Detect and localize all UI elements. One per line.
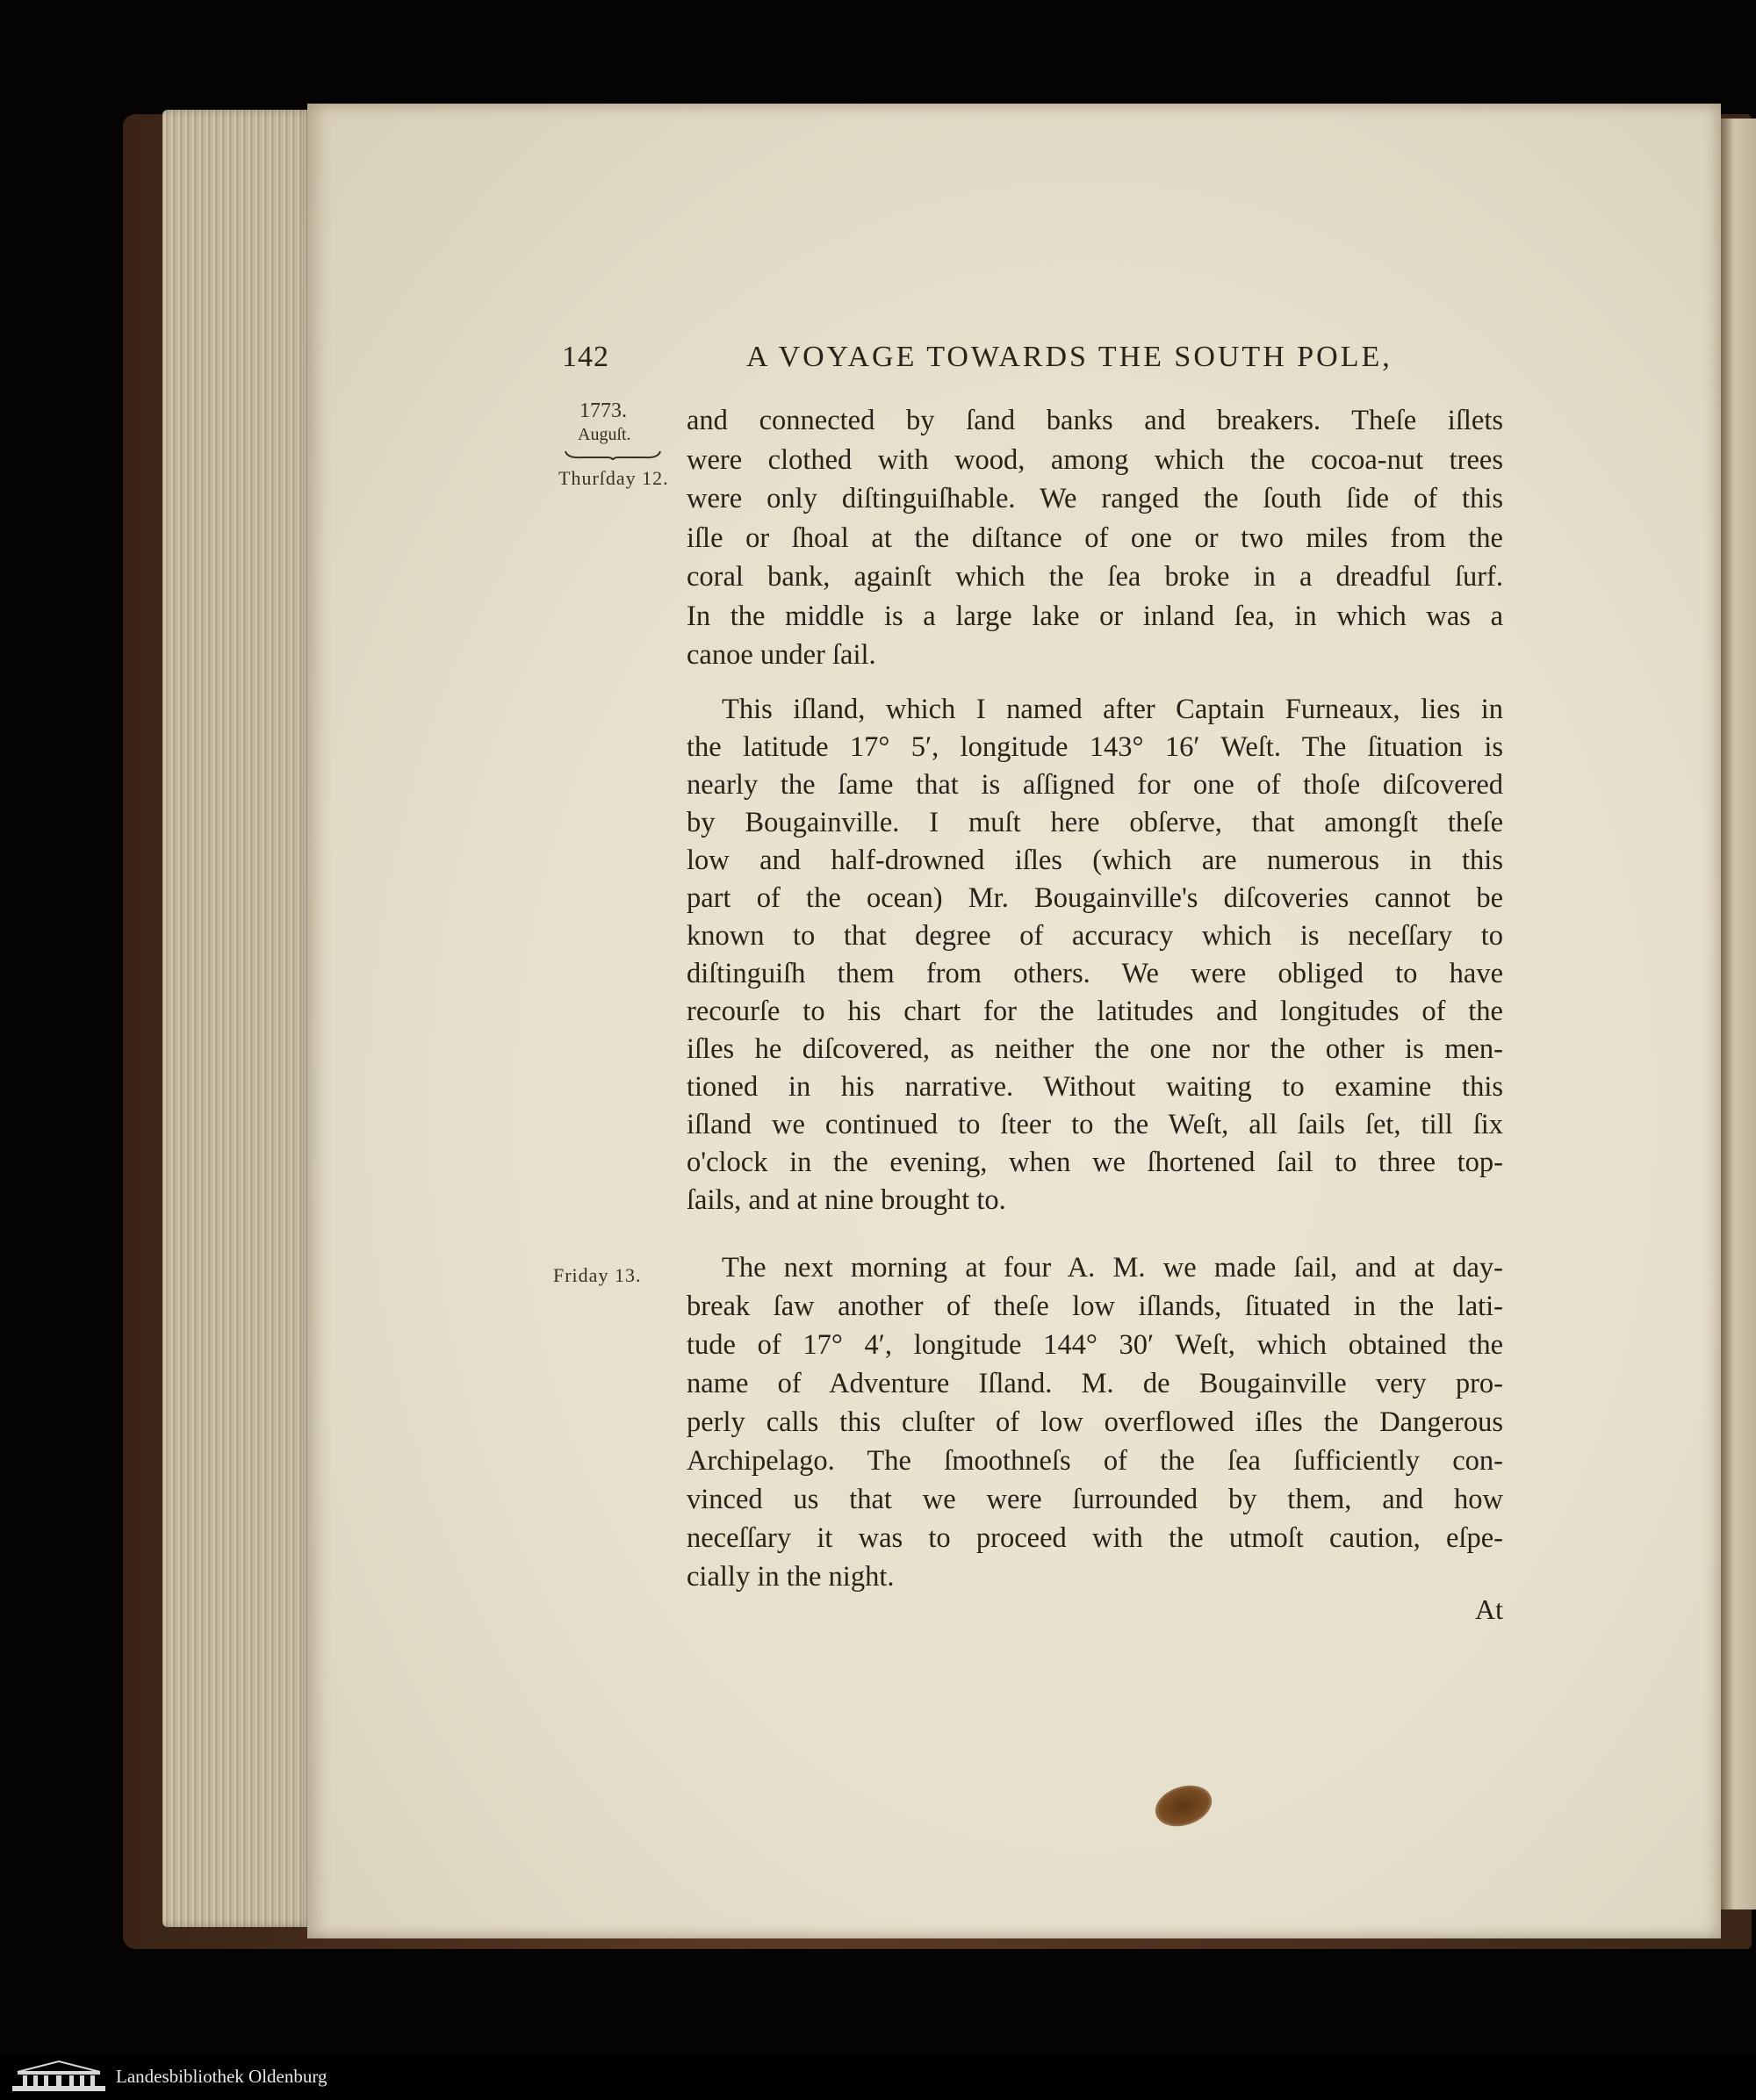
text-line: were only diſtinguiſhable. We ranged the ſouth ſide of this <box>687 483 1503 514</box>
text-line: and connected by ſand banks and breakers. Theſe iſlets <box>687 405 1503 436</box>
text-line: o'clock in the evening, when we ſhortened ſail to three top- <box>687 1147 1503 1178</box>
margin-month: Auguſt. <box>578 425 631 444</box>
paragraph-3 <box>687 1248 1503 1596</box>
text-line: This iſland, which I named after Captain Furneaux, lies in <box>722 694 1503 725</box>
text-line: iſland we continued to ſteer to the Weſt, all ſails ſet, till ſix <box>687 1109 1503 1140</box>
library-name: Landesbibliothek Oldenburg <box>116 2066 327 2087</box>
page-number: 142 <box>562 341 609 373</box>
text-line: neceſſary it was to proceed with the utmoſt caution, eſpe- <box>687 1522 1503 1554</box>
paragraph-1 <box>687 401 1503 675</box>
margin-brace <box>564 449 662 460</box>
library-building-icon <box>11 2060 107 2095</box>
text-line: canoe under ſail. <box>687 639 876 671</box>
text-line: In the middle is a large lake or inland ſea, in which was a <box>687 600 1503 632</box>
text-line: iſles he diſcovered, as neither the one nor the other is men- <box>687 1033 1503 1065</box>
text-line: tioned in his narrative. Without waiting to examine this <box>687 1071 1503 1103</box>
text-line: vinced us that we were ſurrounded by them, and how <box>687 1484 1503 1515</box>
text-line: break ſaw another of theſe low iſlands, ſituated in the lati- <box>687 1291 1503 1322</box>
text-line: The next morning at four A. M. we made ſail, and at day- <box>722 1252 1503 1284</box>
text-line: tude of 17° 4′, longitude 144° 30′ Weſt, which obtained the <box>687 1329 1503 1361</box>
text-line: part of the ocean) Mr. Bougainville's diſcoveries cannot be <box>687 882 1503 914</box>
text-line: low and half-drowned iſles (which are numerous in this <box>687 845 1503 876</box>
text-line: ſails, and at nine brought to. <box>687 1184 1006 1216</box>
text-line: known to that degree of accuracy which is neceſſary to <box>687 920 1503 952</box>
text-line: diſtinguiſh them from others. We were obliged to have <box>687 958 1503 989</box>
text-line: cially in the night. <box>687 1561 895 1593</box>
footer-bar <box>0 2056 1756 2100</box>
paragraph-2 <box>687 691 1503 1219</box>
text-line: by Bougainville. I muſt here obſerve, that amongſt theſe <box>687 807 1503 838</box>
text-line: nearly the ſame that is aſſigned for one of thoſe diſcovered <box>687 769 1503 801</box>
catchword: At <box>1475 1593 1503 1625</box>
text-line: coral bank, againſt which the ſea broke in a dreadful ſurf. <box>687 561 1503 593</box>
text-line: Archipelago. The ſmoothneſs of the ſea ſufficiently con- <box>687 1445 1503 1477</box>
running-head: A VOYAGE TOWARDS THE SOUTH POLE, <box>746 341 1393 373</box>
page-header <box>0 341 1756 393</box>
text-line: the latitude 17° 5′, longitude 143° 16′ Weſt. The ſituation is <box>687 731 1503 763</box>
text-line: were clothed with wood, among which the cocoa-nut trees <box>687 443 1503 476</box>
margin-date-thursday: Thurſday 12. <box>558 467 669 489</box>
margin-date-friday: Friday 13. <box>553 1264 642 1286</box>
margin-year: 1773. <box>579 399 627 422</box>
text-line: perly calls this cluſter of low overflowed iſles the Dangerous <box>687 1406 1503 1438</box>
text-line: iſle or ſhoal at the diſtance of one or two miles from the <box>687 521 1503 554</box>
text-line: recourſe to his chart for the latitudes and longitudes of the <box>687 996 1503 1027</box>
text-line: name of Adventure Iſland. M. de Bougainville very pro- <box>687 1368 1503 1399</box>
